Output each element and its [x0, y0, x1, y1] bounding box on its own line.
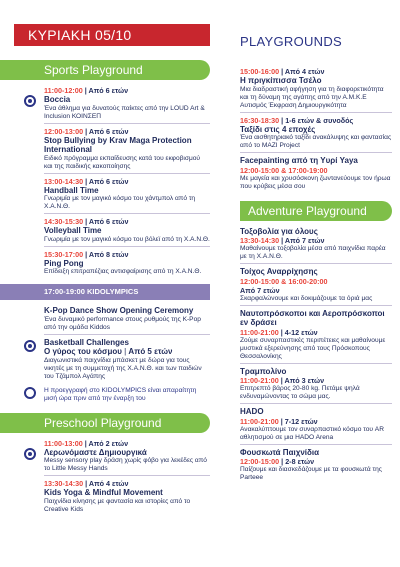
preschool-playground-title: Preschool Playground [44, 415, 162, 430]
event-climbing-wall [240, 267, 392, 303]
sports-event-boccia: 11:00-12:00 | Από 6 ετών Boccia Ένα άθλημα για δυνατούς παίκτες από την LOUD Art & Inclusion ΚΟΙΝΣΕΠ [14, 86, 210, 121]
event-name: Ταξίδι στις 4 εποχές [240, 124, 316, 134]
event-age: Από 4 ετών [284, 67, 325, 76]
event-desc: Γνωριμία με τον μαγικό κόσμο του χάντμπολ από τη Χ.Α.Ν.Θ. [44, 195, 196, 210]
sports-event-ping-pong: 15:30-17:00 | Από 8 ετών Ping Pong Επίδειξη επιτραπέζιας αντισφαίρισης από τη Χ.Α.Ν.Θ. [14, 250, 210, 277]
event-time: 12:00-13:00 [44, 126, 84, 136]
event-facepainting [240, 156, 392, 191]
event-name: Τραμπολίνο [240, 366, 287, 376]
event-name: Τοξοβολία για όλους [240, 226, 318, 236]
event-desc: Παιχνίδια κίνησης με φαντασία και ιστορίες από το Creative Kids [44, 497, 191, 513]
event-desc: Διαγωνιστικά παιχνίδια μπάσκετ με δώρα για τους νικητές με τη συμμετοχή της Χ.Α.Ν.Θ. και των παιδιών του Τζάμπολ Αγάπης [44, 356, 202, 380]
event-age: Από 6 ετών [88, 126, 129, 136]
left-column [14, 0, 210, 514]
kidolympics-band: 17:00-19:00 KIDOLYMPICS [14, 284, 210, 300]
event-desc: Με μαγεία και χρυσόσκονη ζωντανεύουμε τον ήρωα που κρύβεις μέσα σου [240, 174, 391, 190]
event-time: 13:30-14:30 [240, 236, 280, 245]
event-desc: Ζούμε συναρπαστικές περιπέτειες και μαθαίνουμε μυστικά εξερεύνησης από τους Πρόσκοπους Θεσσαλονίκης [240, 336, 386, 360]
note-text: Η προεγγραφή στο KIDOLYMPICS είναι απαραίτητη μισή ώρα πριν από την έναρξη του [44, 386, 197, 402]
event-name: Kids Yoga & Mindful Movement [44, 488, 163, 497]
event-time: 13:30-14:30 [44, 479, 84, 488]
event-name: Volleyball Time [44, 226, 102, 235]
event-time: 11:00-13:00 [44, 438, 83, 448]
day-title: ΚΥΡΙΑΚΗ 05/10 [14, 24, 210, 46]
event-trampoline: Τραμπολίνο 11:00-21:00 | Από 3 ετών Επιτρεπτό βάρος 20-80 kg. Πετάμε ψηλά ενδυναμώνοντας το σώμα μας. [240, 367, 392, 402]
event-hado: HADO 11:00-21:00 | 7-12 ετών Ανακαλύπτουμε τον συναρπαστικό κόσμο του AR αθλητισμού σε μια HADO Arena [240, 407, 392, 442]
event-desc: Γνωριμία με τον μαγικό κόσμο του βόλεϊ από τη Χ.Α.Ν.Θ. [44, 235, 210, 243]
event-age: Από 5 ετών [128, 347, 173, 356]
event-age: Από 2 ετών [88, 438, 129, 448]
event-desc: Παίζουμε και διασκεδάζουμε με τα φουσκωτά της Parteee [240, 466, 382, 481]
event-time: 14:30-15:30 [44, 217, 84, 226]
event-4-seasons: 16:30-18:30 | 1-6 ετών & συνοδός Ταξίδι στις 4 εποχές Ένα αισθητηριακό ταξίδι ανακάλυψης και φαντασίας από το MAZI Project [240, 115, 392, 149]
event-time: 11:00-21:00 [240, 376, 279, 385]
event-age: Από 6 ετών [88, 86, 129, 95]
event-time: 11:00-21:00 [240, 416, 279, 426]
event-age: 4-12 ετών [284, 327, 318, 337]
event-name: Ping Pong [44, 258, 84, 268]
adventure-playground-band [240, 201, 392, 221]
target-icon [24, 340, 36, 352]
event-name: Η πριγκίπισσα Τσέλο [240, 76, 322, 85]
event-time: 11:00-12:00 [44, 86, 83, 95]
sports-playground-title: Sports Playground [44, 63, 143, 77]
event-desc: Μια διαδραστική αφήγηση για τη διαφορετικότητα και τη δύναμη της αγάπης από την Α.Μ.Κ.Ε Αυτισμός Έκφραση Δημιουργικότητα [240, 85, 384, 109]
sports-playground-band [14, 60, 210, 80]
event-time: 12:00-15:00 & 16:00-20:00 [240, 276, 328, 286]
event-name: Basketball Challenges [44, 337, 129, 347]
target-icon [24, 95, 36, 107]
sports-event-stop-bullying: 12:00-13:00 | Από 6 ετών Stop Bullying by Krav Maga Protection International Ειδικό πρόγραμμα εκπαίδευσης κατά του εκφοβισμού και της παιδικής κακοποίησης [14, 127, 210, 171]
event-age: Από 4 ετών [88, 479, 129, 488]
event-desc: Ένα άθλημα για δυνατούς παίκτες από την LOUD Art & Inclusion ΚΟΙΝΣΕΠ [44, 104, 205, 120]
event-desc: Messy sensory play δράση χωρίς φόβο για λεκέδες από το Little Messy Hands [44, 457, 207, 472]
event-age: Από 6 ετών [88, 176, 129, 186]
event-name: HADO [240, 407, 264, 416]
event-name: Φουσκωτά Παιχνίδια [240, 447, 319, 457]
event-age: 1-6 ετών & συνοδός [285, 115, 354, 125]
event-desc: Επιτρεπτό βάρος 20-80 kg. Πετάμε ψηλά ενδυναμώνοντας το σώμα μας. [240, 385, 360, 400]
event-time: 16:30-18:30 [240, 115, 280, 125]
event-desc: Σκαρφαλώνουμε και δοκιμάζουμε τα όριά μας [240, 294, 373, 302]
event-time: 13:00-14:30 [44, 176, 84, 186]
event-time: 15:30-17:00 [44, 249, 84, 259]
playgrounds-title: PLAYGROUNDS [240, 34, 343, 49]
event-name: Τοίχος Αναρρίχησης [240, 267, 318, 276]
event-age: Από 6 ετών [88, 217, 129, 226]
event-age: 2-8 ετών [285, 457, 315, 466]
event-archery: Τοξοβολία για όλους 13:30-14:30 | Από 7 ετών Μαθαίνουμε τοξοβολία μέσα από παιχνίδια παρέα με τη Χ.Α.Ν.Θ. [240, 227, 392, 262]
event-age: Από 3 ετών [284, 376, 325, 385]
basketball-event: Basketball Challenges Ο γύρος του κόσμου | Από 5 ετών Διαγωνιστικά παιχνίδια μπάσκετ με δώρα για τους νικητές με τη συμμετοχή της Χ.Α.Ν.Θ. και των παιδιών του Τζάμπολ Αγάπης [14, 338, 210, 381]
sports-event-volleyball: 14:30-15:30 | Από 6 ετών Volleyball Time Γνωριμία με τον μαγικό κόσμο του βόλεϊ από τη Χ.Α.Ν.Θ. [14, 217, 210, 244]
event-name: Facepainting από τη Υυρί Yaya [240, 156, 358, 165]
event-tselo: 15:00-16:00 | Από 4 ετών Η πριγκίπισσα Τσέλο Μια διαδραστική αφήγηση για τη διαφορετικότητα και τη δύναμη της αγάπης από την Α.Μ.Κ.Ε Αυτισμός Έκφραση Δημιουργικότητα [240, 67, 392, 110]
event-desc: Ειδικό πρόγραμμα εκπαίδευσης κατά του εκφοβισμού και της παιδικής κακοποίησης [44, 154, 201, 170]
event-desc: Ανακαλύπτουμε τον συναρπαστικό κόσμο του AR αθλητισμού σε μια HADO Arena [240, 425, 384, 441]
event-name: Boccia [44, 95, 71, 104]
target-icon [24, 448, 36, 460]
event-name: K-Pop Dance Show Opening Ceremony [44, 306, 194, 315]
event-age: Από 8 ετών [88, 249, 129, 259]
event-scouts: Ναυτοπρόσκοποι και Αεροπρόσκοποι εν δράσει 11:00-21:00 | 4-12 ετών Ζούμε συναρπαστικές περιπέτειες και μαθαίνουμε μυστικά εξερεύνησης από τους Πρόσκοπους Θεσσαλονίκης [240, 309, 392, 361]
event-time: 12:00-15:00 [240, 457, 280, 466]
event-time: 11:00-21:00 [240, 327, 279, 337]
event-inflatables: Φουσκωτά Παιχνίδια 12:00-15:00 | 2-8 ετών Παίζουμε και διασκεδάζουμε με τα φουσκωτά της Parteee [240, 448, 392, 483]
event-name: Handball Time [44, 185, 99, 195]
sports-event-handball: 13:00-14:30 | Από 6 ετών Handball Time Γνωριμία με τον μαγικό κόσμο του χάντμπολ από τη Χ.Α.Ν.Θ. [14, 177, 210, 212]
preschool-event-yoga: 13:30-14:30 | Από 4 ετών Kids Yoga & Mindful Movement Παιχνίδια κίνησης με φαντασία και ιστορίες από το Creative Kids [14, 479, 210, 514]
event-desc: Επίδειξη επιτραπέζιας αντισφαίρισης από τη Χ.Α.Ν.Θ. [44, 268, 202, 275]
preschool-event-messy: 11:00-13:00 | Από 2 ετών Λερωνόμαστε Δημιουργικά Messy sensory play δράση χωρίς φόβο για λεκέδες από το Little Messy Hands [14, 439, 210, 474]
event-name: Ναυτοπρόσκοποι και Αεροπρόσκοποι εν δράσει [240, 308, 385, 327]
adventure-playground-title: Adventure Playground [248, 203, 367, 218]
info-icon [24, 387, 36, 399]
event-desc: Ένα δυναμικό performance στους ρυθμούς της K-Pop από την ομάδα Kiddos [44, 315, 201, 331]
event-time: 12:00-15:00 & 17:00-19:00 [240, 165, 328, 175]
event-subtitle: Ο γύρος του κόσμου [44, 347, 122, 356]
event-age: Από 7 ετών [284, 236, 325, 245]
event-age: 7-12 ετών [284, 416, 318, 426]
event-name: Stop Bullying by Krav Maga Protection International [44, 135, 192, 154]
event-age: Από 7 ετών [240, 285, 280, 295]
kidolympics-note [14, 387, 210, 403]
event-desc: Μαθαίνουμε τοξοβολία μέσα από παιχνίδια παρέα με τη Χ.Α.Ν.Θ. [240, 245, 386, 260]
kpop-event [14, 306, 210, 332]
event-desc: Ένα αισθητηριακό ταξίδι ανακάλυψης και φαντασίας από το MAZI Project [240, 134, 392, 149]
right-column [240, 0, 392, 482]
event-time: 15:00-16:00 [240, 67, 280, 76]
preschool-playground-band [14, 413, 210, 433]
event-name: Λερωνόμαστε Δημιουργικά [44, 447, 147, 457]
